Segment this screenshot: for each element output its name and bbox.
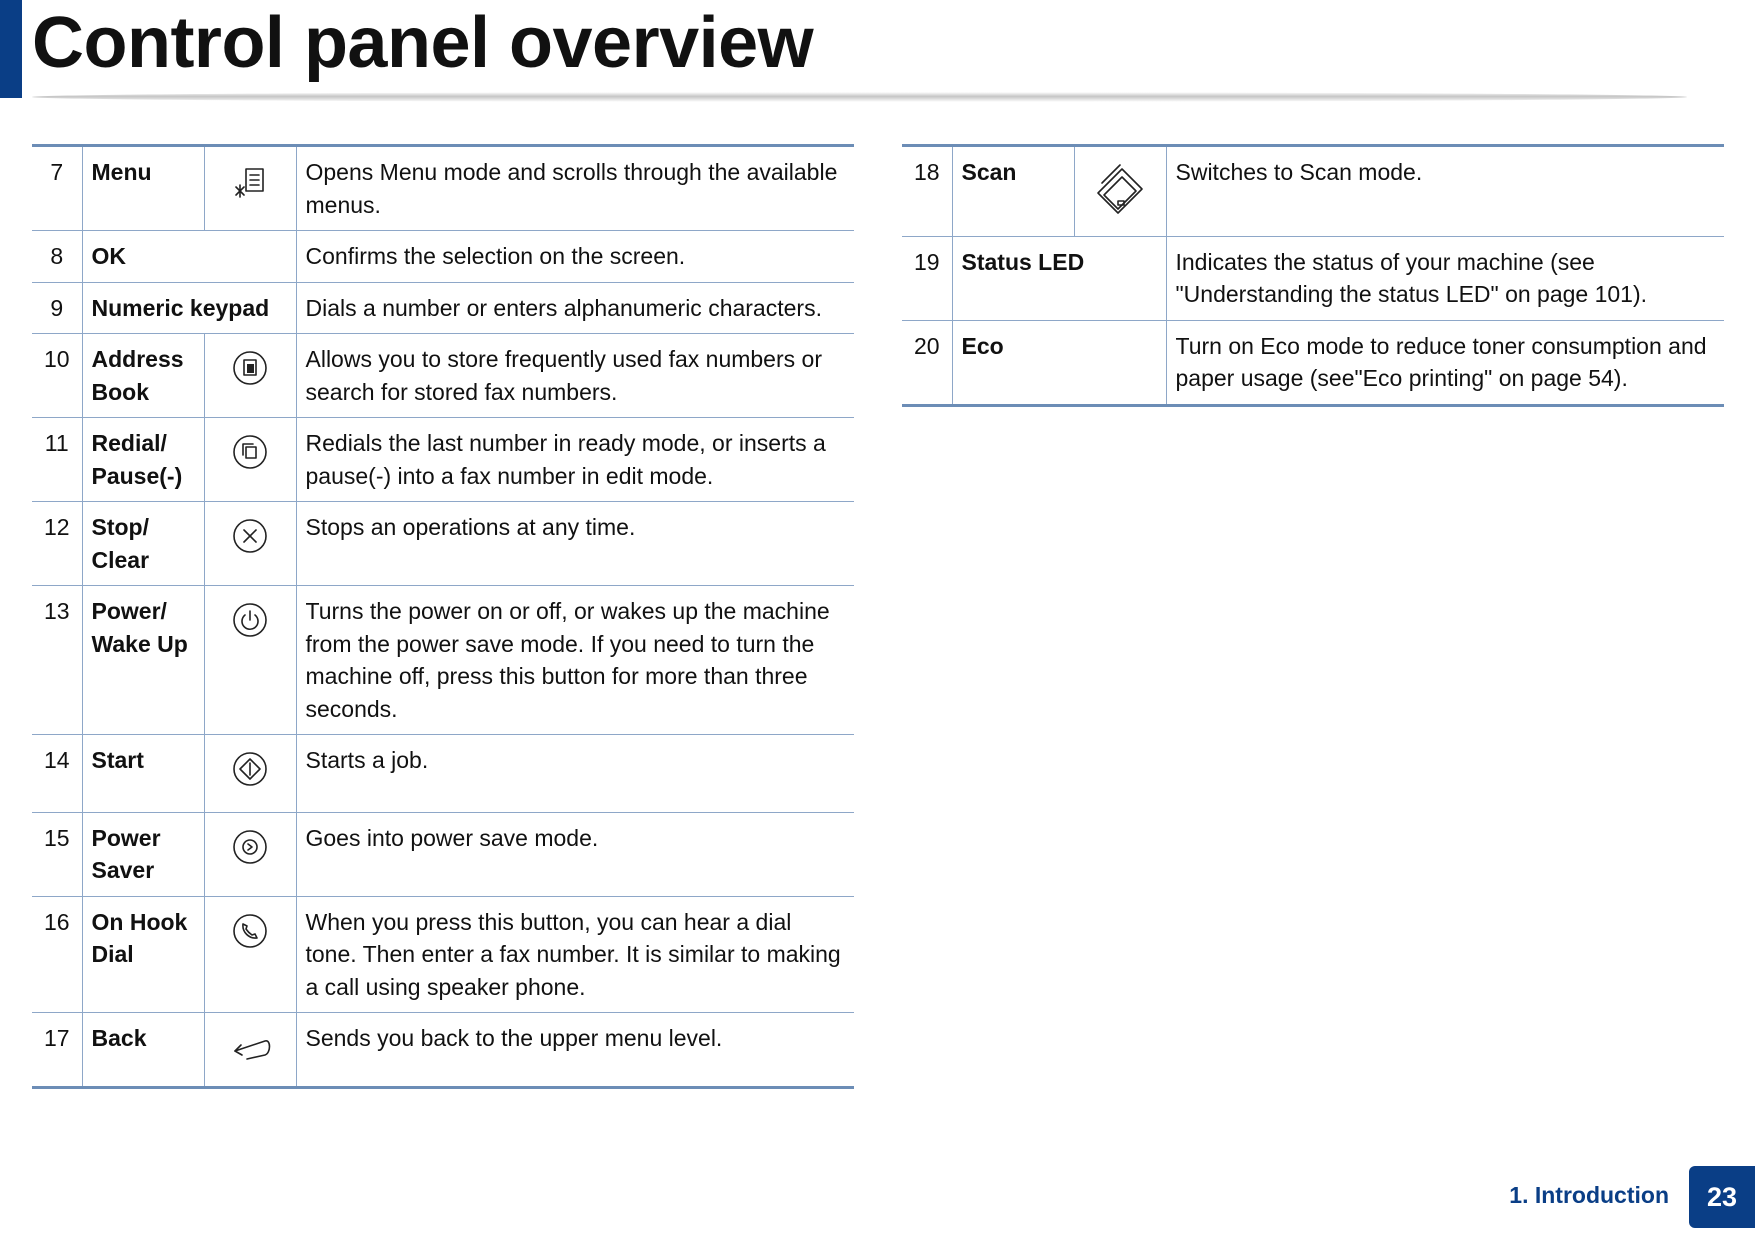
table-row xyxy=(32,334,854,418)
icon-cell xyxy=(204,334,296,418)
button-description: Switches to Scan mode. xyxy=(1166,146,1724,237)
button-name: On Hook Dial xyxy=(82,896,204,1013)
page-title: Control panel overview xyxy=(32,3,814,83)
menu-icon xyxy=(228,182,272,208)
address-book-icon xyxy=(228,369,272,395)
stop-icon xyxy=(228,537,272,563)
icon-cell xyxy=(204,1013,296,1088)
button-description: Dials a number or enters alphanumeric characters. xyxy=(296,282,854,334)
icon-cell xyxy=(1074,146,1166,237)
button-name: Numeric keypad xyxy=(82,282,296,334)
button-description: Goes into power save mode. xyxy=(296,812,854,896)
table-row xyxy=(32,586,854,735)
button-name: Menu xyxy=(82,146,204,231)
item-number: 18 xyxy=(902,146,952,237)
back-icon xyxy=(225,1044,275,1070)
item-number: 15 xyxy=(32,812,82,896)
redial-icon xyxy=(228,453,272,479)
table-row xyxy=(32,812,854,896)
button-description: Turns the power on or off, or wakes up the machine from the power save mode. If you need to turn the machine off, press this button for more than three seconds. xyxy=(296,586,854,735)
button-name: Scan xyxy=(952,146,1074,237)
button-name: Stop/ Clear xyxy=(82,502,204,586)
table-row xyxy=(32,502,854,586)
button-name: Start xyxy=(82,735,204,813)
item-number: 13 xyxy=(32,586,82,735)
start-icon xyxy=(228,770,272,796)
title-accent-bar xyxy=(0,0,22,98)
button-description: Opens Menu mode and scrolls through the available menus. xyxy=(296,146,854,231)
button-name: OK xyxy=(82,231,296,283)
table-row xyxy=(32,231,854,283)
item-number: 7 xyxy=(32,146,82,231)
table-row xyxy=(32,146,854,231)
icon-cell xyxy=(204,735,296,813)
button-name: Status LED xyxy=(952,236,1166,320)
phone-icon xyxy=(228,932,272,958)
item-number: 17 xyxy=(43,1025,70,1051)
scan-icon xyxy=(1090,194,1150,220)
button-description: Starts a job. xyxy=(296,735,854,813)
icon-cell xyxy=(204,896,296,1013)
button-name: Redial/ Pause(-) xyxy=(82,418,204,502)
button-name: Power Saver xyxy=(82,812,204,896)
button-description: Sends you back to the upper menu level. xyxy=(296,1013,854,1088)
page-number-badge: 23 xyxy=(1689,1166,1755,1228)
button-description: When you press this button, you can hear a dial tone. Then enter a fax number. It is similar to making a call using speaker phone. xyxy=(296,896,854,1013)
table-row xyxy=(902,236,1724,320)
power-saver-icon xyxy=(228,848,272,874)
table-row xyxy=(32,896,854,1013)
table-row xyxy=(32,735,854,813)
table-row xyxy=(902,146,1724,237)
title-divider xyxy=(32,92,1687,102)
icon-cell xyxy=(204,586,296,735)
table-row xyxy=(32,1013,854,1088)
button-description: Allows you to store frequently used fax numbers or search for stored fax numbers. xyxy=(296,334,854,418)
icon-cell xyxy=(204,812,296,896)
button-description: Stops an operations at any time. xyxy=(296,502,854,586)
item-number: 16 xyxy=(32,896,82,1013)
button-description: Indicates the status of your machine (see "Understanding the status LED" on page 101). xyxy=(1166,236,1724,320)
item-number: 14 xyxy=(32,735,82,813)
item-number: 10 xyxy=(32,334,82,418)
button-description: Turn on Eco mode to reduce toner consumption and paper usage (see"Eco printing" on page 54). xyxy=(1166,320,1724,405)
table-row xyxy=(32,418,854,502)
icon-cell xyxy=(204,502,296,586)
button-reference-table-left xyxy=(32,144,854,1089)
item-number: 19 xyxy=(902,236,952,320)
footer-chapter: 1. Introduction xyxy=(1509,1182,1669,1208)
icon-cell xyxy=(204,418,296,502)
button-name: Eco xyxy=(952,320,1166,405)
item-number: 9 xyxy=(32,282,82,334)
button-name: Power/ Wake Up xyxy=(82,586,204,735)
icon-cell xyxy=(204,146,296,231)
button-name: Address Book xyxy=(82,334,204,418)
button-reference-table-right xyxy=(902,144,1724,407)
item-number: 8 xyxy=(32,231,82,283)
button-description: Redials the last number in ready mode, or inserts a pause(-) into a fax number in edit mode. xyxy=(296,418,854,502)
button-name: Back xyxy=(82,1013,204,1088)
button-description: Confirms the selection on the screen. xyxy=(296,231,854,283)
item-number: 20 xyxy=(913,332,940,359)
item-number: 11 xyxy=(32,418,82,502)
power-icon xyxy=(228,621,272,647)
table-row xyxy=(902,320,1724,405)
table-row xyxy=(32,282,854,334)
item-number: 12 xyxy=(32,502,82,586)
